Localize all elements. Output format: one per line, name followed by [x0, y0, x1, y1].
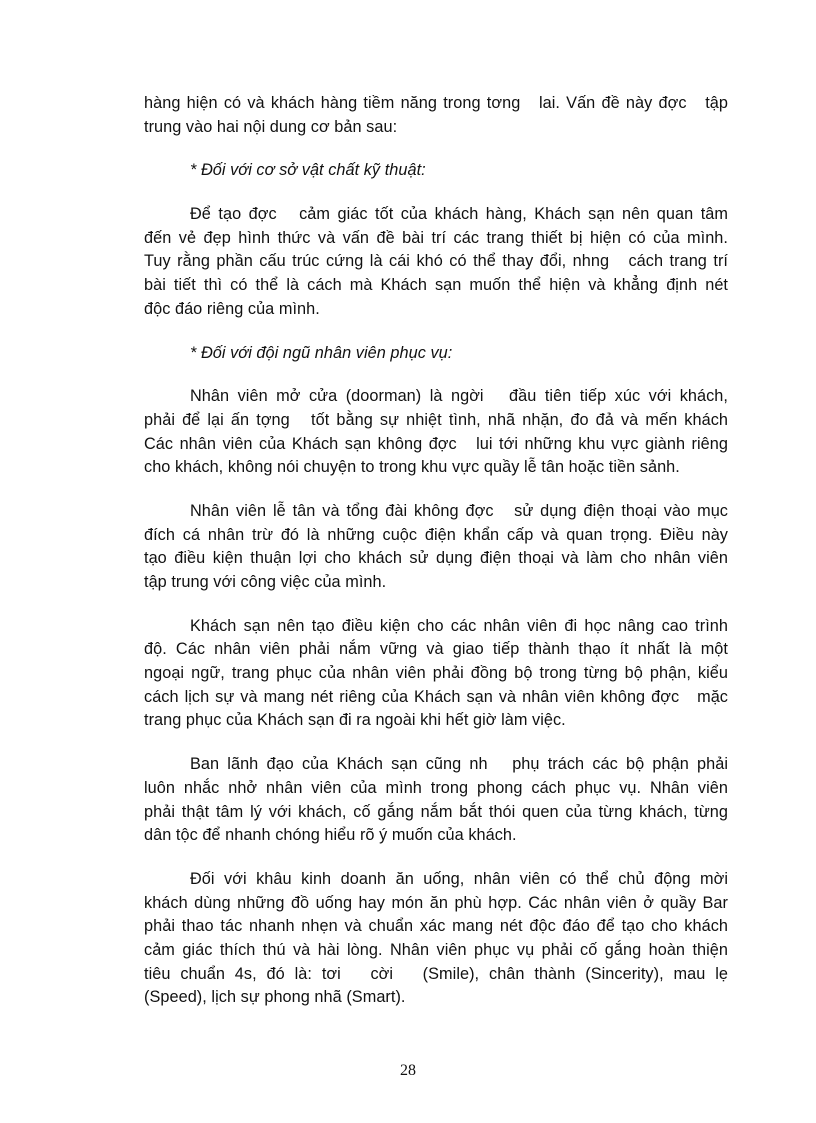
- text-line: (Speed), lịch sự phong nhã (Smart).: [144, 988, 406, 1007]
- text-line: cảm giác thích thú và hài lòng. Nhân viên phục vụ phải cố gắng hoàn thiện: [144, 940, 728, 959]
- text-line: tiêu chuẩn 4s, đó là: tơi cời (Smile), chân thành (Sincerity), mau lẹ: [144, 964, 728, 983]
- text-line: phải thao tác nhanh nhẹn và chuẩn xác mang nét độc đáo để tạo cho khách: [144, 917, 728, 936]
- paragraph-doorman: [144, 385, 728, 480]
- heading-text: * Đối với đội ngũ nhân viên phục vụ:: [190, 343, 453, 362]
- heading-text: * Đối với cơ sở vật chất kỹ thuật:: [190, 161, 426, 180]
- text-line: Ban lãnh đạo của Khách sạn cũng nh phụ trách các bộ phận phải: [190, 755, 728, 774]
- paragraph-intro: [144, 92, 728, 139]
- section-heading-facilities: [144, 159, 728, 183]
- text-line: đích cá nhân trừ đó là những cuộc điện khẩn cấp và quan trọng. Điều này: [144, 525, 728, 544]
- text-line: Nhân viên lễ tân và tổng đài không đợc sử dụng điện thoại vào mục: [190, 501, 728, 520]
- text-line: tập trung với công việc của mình.: [144, 573, 387, 591]
- text-line: khách dùng những đồ uống hay món ăn phù hợp. Các nhân viên ở quầy Bar: [144, 893, 728, 912]
- page-number: 28: [400, 1062, 416, 1079]
- text-line: Tuy rằng phần cấu trúc cứng là cái khó có thể thay đổi, nhng cách trang trí: [144, 252, 728, 271]
- paragraph-food-beverage: [144, 868, 728, 1010]
- text-line: ngoại ngữ, trang phục của nhân viên phải đồng bộ trong từng bộ phận, kiểu: [144, 664, 728, 683]
- text-line: đến vẻ đẹp hình thức và vấn đề bài trí các trang thiết bị hiện có của mình.: [144, 228, 728, 247]
- text-line: Nhân viên mở cửa (doorman) là ngời đầu tiên tiếp xúc với khách,: [190, 387, 728, 406]
- text-line: hàng hiện có và khách hàng tiềm năng trong tơng lai. Vấn đề này đợc tập: [144, 94, 728, 112]
- text-line: bài tiết thì có thể là cách mà Khách sạn muốn thể hiện và khẳng định nét: [144, 276, 728, 295]
- paragraph-management: [144, 753, 728, 848]
- text-line: trang phục của Khách sạn đi ra ngoài khi hết giờ làm việc.: [144, 711, 566, 730]
- text-line: Đối với khâu kinh doanh ăn uống, nhân viên có thể chủ động mời: [190, 869, 728, 888]
- text-line: trung vào hai nội dung cơ bản sau:: [144, 117, 398, 136]
- paragraph-reception: [144, 500, 728, 595]
- section-heading-staff: [144, 342, 728, 366]
- paragraph-training: [144, 615, 728, 733]
- text-line: luôn nhắc nhở nhân viên của mình trong phong cách phục vụ. Nhân viên: [144, 778, 728, 797]
- document-page: [144, 92, 728, 1030]
- text-line: độc đáo riêng của mình.: [144, 299, 320, 318]
- text-line: độ. Các nhân viên phải nắm vững và giao tiếp thành thạo ít nhất là một: [144, 640, 728, 659]
- text-line: Để tạo đợc cảm giác tốt của khách hàng, Khách sạn nên quan tâm: [190, 205, 728, 224]
- text-line: phải để lại ấn tợng tốt bằng sự nhiệt tình, nhã nhặn, đo đả và mến khách: [144, 410, 728, 429]
- text-line: cách lịch sự và mang nét riêng của Khách sạn và nhân viên không đợc mặc: [144, 687, 728, 706]
- text-line: cho khách, không nói chuyện to trong khu vực quầy lễ tân hoặc tiền sảnh.: [144, 458, 680, 477]
- text-line: dân tộc để nhanh chóng hiểu rõ ý muốn của khách.: [144, 826, 517, 845]
- paragraph-facilities: [144, 203, 728, 321]
- text-line: phải thật tâm lý với khách, cố gắng nắm bắt thói quen của từng khách, từng: [144, 802, 728, 821]
- text-line: tạo điều kiện thuận lợi cho khách sử dụng điện thoại và làm cho nhân viên: [144, 549, 728, 568]
- text-line: Các nhân viên của Khách sạn không đợc lui tới những khu vực giành riêng: [144, 434, 728, 453]
- text-line: Khách sạn nên tạo điều kiện cho các nhân viên đi học nâng cao trình: [190, 616, 728, 635]
